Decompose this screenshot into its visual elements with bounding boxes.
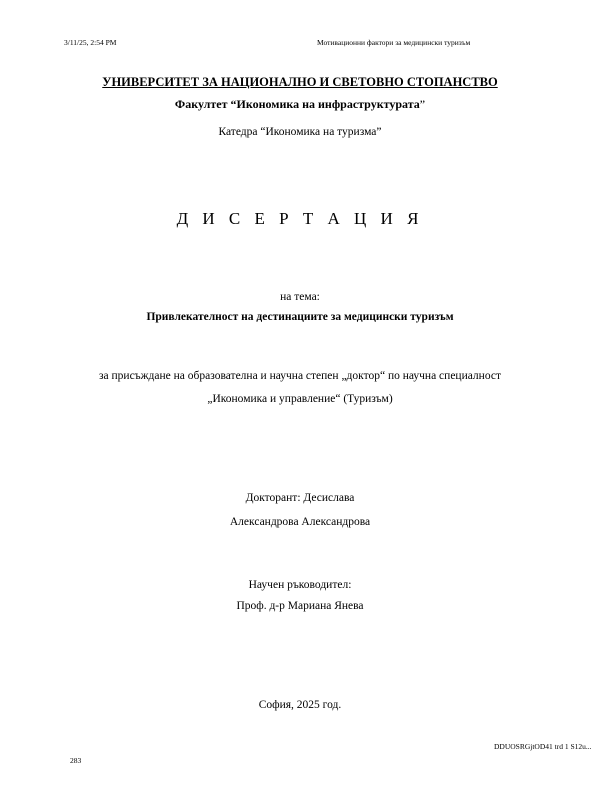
faculty-line xyxy=(0,97,600,112)
document-code: DDUOSRGjtOD41 trd 1 S12u... xyxy=(494,742,592,751)
page-number: 283 xyxy=(70,756,82,765)
dissertation-topic: Привлекателност на дестинациите за медицински туризъм xyxy=(146,311,454,323)
supervisor-label: Научен ръководител: xyxy=(248,579,352,591)
award-line-1: за присъждане на образователна и научна степен „доктор“ по научна специалност xyxy=(98,370,501,382)
city-year: София, 2025 год. xyxy=(258,699,342,711)
faculty-prefix: Факултет “ xyxy=(174,97,237,111)
supervisor-name: Проф. д-р Мариана Янева xyxy=(236,600,364,612)
university-name: УНИВЕРСИТЕТ ЗА НАЦИОНАЛНО И СВЕТОВНО СТОПАНСТВО xyxy=(102,75,498,89)
print-doc-title: Мотивационни фактори за медицински туризъм xyxy=(317,38,471,47)
on-topic-label: на тема: xyxy=(280,291,320,303)
faculty-suffix: ” xyxy=(419,97,426,111)
doctoral-student-line-1: Докторант: Десислава xyxy=(245,492,355,504)
document-type-heading: Д И С Е Р Т А Ц И Я xyxy=(176,209,424,228)
faculty-name: Икономика на инфраструктурата xyxy=(236,97,420,111)
doctoral-student-line-2: Александрова Александрова xyxy=(229,516,371,528)
award-line-2: „Икономика и управление“ (Туризъм) xyxy=(207,393,393,405)
print-timestamp: 3/11/25, 2:54 PM xyxy=(64,38,117,47)
department-name: Катедра “Икономика на туризма” xyxy=(218,126,382,138)
